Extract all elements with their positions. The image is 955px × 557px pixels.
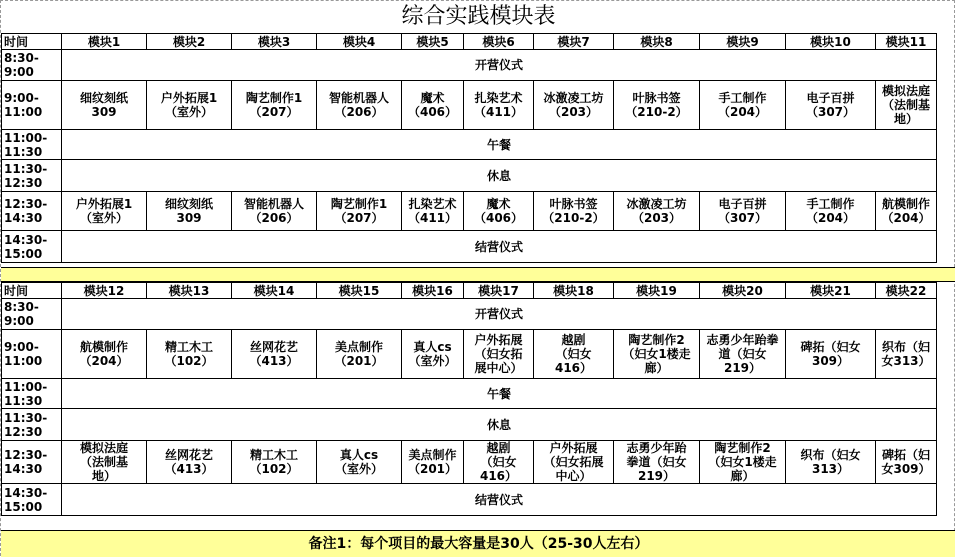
module-header: 模块11	[876, 34, 937, 50]
activity-cell: 志勇少年跆 拳道（妇女 219）	[614, 441, 700, 484]
module-header: 模块3	[232, 34, 317, 50]
activity-cell: 碑拓（妇女 309）	[786, 330, 876, 379]
module-header: 模块22	[876, 283, 937, 299]
activity-cell: 越剧 （妇女 416）	[534, 330, 614, 379]
schedule-table-part2	[1, 282, 937, 516]
schedule-row	[2, 330, 937, 379]
activity-cell: 碑拓（妇 女309）	[876, 441, 937, 484]
module-header: 模块19	[614, 283, 700, 299]
activity-cell: 冰激凌工坊 （203）	[534, 81, 614, 130]
module-header: 模块16	[402, 283, 464, 299]
schedule-row	[2, 484, 937, 516]
event-span: 结营仪式	[62, 484, 937, 516]
schedule-row	[2, 50, 937, 81]
activity-cell: 陶艺制作1 （207）	[232, 81, 317, 130]
time-slot: 9:00- 11:00	[2, 330, 62, 379]
schedule-row	[2, 81, 937, 130]
activity-cell: 电子百拼 （307）	[786, 81, 876, 130]
activity-cell: 户外拓展1 （室外）	[147, 81, 232, 130]
module-header: 模块9	[700, 34, 786, 50]
event-span: 结营仪式	[62, 231, 937, 263]
schedule-row	[2, 379, 937, 409]
time-slot: 8:30- 9:00	[2, 50, 62, 81]
activity-cell: 丝网花艺 （413）	[147, 441, 232, 484]
event-span: 开营仪式	[62, 299, 937, 330]
module-header: 模块8	[614, 34, 700, 50]
activity-cell: 冰激凌工坊 （203）	[614, 192, 700, 231]
module-header: 模块2	[147, 34, 232, 50]
time-slot: 11:30- 12:30	[2, 160, 62, 192]
time-slot: 14:30- 15:00	[2, 484, 62, 516]
module-header: 模块10	[786, 34, 876, 50]
activity-cell: 细纹刻纸 309	[147, 192, 232, 231]
time-slot: 11:00- 11:30	[2, 130, 62, 160]
schedule-row	[2, 441, 937, 484]
activity-cell: 电子百拼 （307）	[700, 192, 786, 231]
activity-cell: 志勇少年跆拳 道（妇女 219）	[700, 330, 786, 379]
time-header: 时间	[2, 283, 62, 299]
activity-cell: 丝网花艺 （413）	[232, 330, 317, 379]
module-header: 模块14	[232, 283, 317, 299]
time-slot: 12:30- 14:30	[2, 192, 62, 231]
schedule-row	[2, 299, 937, 330]
time-slot: 11:00- 11:30	[2, 379, 62, 409]
activity-cell: 叶脉书签 （210-2）	[534, 192, 614, 231]
activity-cell: 织布（妇女 313）	[786, 441, 876, 484]
module-header: 模块4	[317, 34, 402, 50]
activity-cell: 精工木工 （102）	[147, 330, 232, 379]
schedule-table-part1	[1, 33, 937, 263]
footnote: 备注1：每个项目的最大容量是30人（25-30人左右）	[1, 530, 955, 557]
schedule-row	[2, 192, 937, 231]
activity-cell: 织布（妇 女313）	[876, 330, 937, 379]
module-header: 模块20	[700, 283, 786, 299]
activity-cell: 真人cs （室外）	[317, 441, 402, 484]
event-span: 开营仪式	[62, 50, 937, 81]
time-slot: 9:00- 11:00	[2, 81, 62, 130]
activity-cell: 模拟法庭 （法制基 地）	[62, 441, 147, 484]
activity-cell: 航模制作 （204）	[876, 192, 937, 231]
activity-cell: 真人cs （室外）	[402, 330, 464, 379]
module-header: 模块1	[62, 34, 147, 50]
activity-cell: 扎染艺术 （411）	[402, 192, 464, 231]
activity-cell: 模拟法庭 （法制基 地）	[876, 81, 937, 130]
module-header: 模块13	[147, 283, 232, 299]
event-span: 休息	[62, 160, 937, 192]
schedule-row	[2, 130, 937, 160]
activity-cell: 手工制作 （204）	[786, 192, 876, 231]
time-slot: 8:30- 9:00	[2, 299, 62, 330]
separator-band	[1, 267, 955, 282]
module-header: 模块21	[786, 283, 876, 299]
time-slot: 14:30- 15:00	[2, 231, 62, 263]
module-header: 模块17	[464, 283, 534, 299]
module-header: 模块7	[534, 34, 614, 50]
schedule-row	[2, 409, 937, 441]
event-span: 休息	[62, 409, 937, 441]
activity-cell: 细纹刻纸 309	[62, 81, 147, 130]
activity-cell: 美点制作 （201）	[402, 441, 464, 484]
module-header: 模块12	[62, 283, 147, 299]
page-title: 综合实践模块表	[401, 4, 556, 29]
activity-cell: 航模制作 （204）	[62, 330, 147, 379]
schedule-row	[2, 160, 937, 192]
schedule-row	[2, 231, 937, 263]
activity-cell: 手工制作 （204）	[700, 81, 786, 130]
module-header: 模块5	[402, 34, 464, 50]
module-header: 模块18	[534, 283, 614, 299]
time-slot: 12:30- 14:30	[2, 441, 62, 484]
module-header: 模块15	[317, 283, 402, 299]
activity-cell: 精工木工 （102）	[232, 441, 317, 484]
activity-cell: 智能机器人 （206）	[317, 81, 402, 130]
activity-cell: 户外拓展1 （室外）	[62, 192, 147, 231]
activity-cell: 扎染艺术 （411）	[464, 81, 534, 130]
activity-cell: 陶艺制作2 （妇女1楼走 廊）	[614, 330, 700, 379]
time-header: 时间	[2, 34, 62, 50]
activity-cell: 魔术 （406）	[464, 192, 534, 231]
activity-cell: 越剧 （妇女 416）	[464, 441, 534, 484]
activity-cell: 户外拓展 （妇女拓展 中心）	[534, 441, 614, 484]
activity-cell: 魔术 （406）	[402, 81, 464, 130]
activity-cell: 智能机器人 （206）	[232, 192, 317, 231]
activity-cell: 户外拓展 （妇女拓 展中心）	[464, 330, 534, 379]
activity-cell: 陶艺制作2 （妇女1楼走 廊）	[700, 441, 786, 484]
time-slot: 11:30- 12:30	[2, 409, 62, 441]
event-span: 午餐	[62, 379, 937, 409]
module-header: 模块6	[464, 34, 534, 50]
activity-cell: 陶艺制作1 （207）	[317, 192, 402, 231]
activity-cell: 叶脉书签 （210-2）	[614, 81, 700, 130]
event-span: 午餐	[62, 130, 937, 160]
activity-cell: 美点制作 （201）	[317, 330, 402, 379]
